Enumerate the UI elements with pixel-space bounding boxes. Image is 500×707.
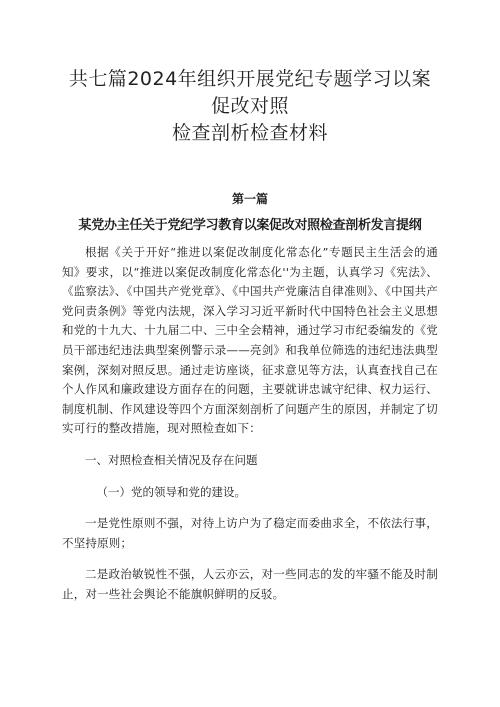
document-title-line-2: 检查剖析检查材料 bbox=[171, 122, 328, 144]
document-title bbox=[62, 66, 438, 147]
section-heading: 某党办主任关于党纪学习教育以案促改对照检查剖析发言提纲 bbox=[78, 218, 422, 233]
section-label: 第一篇 bbox=[231, 192, 268, 206]
intro-paragraph: 根据《关于开好“推进以案促改制度化常态化”专题民主生活会的通知》要求，以“推进以案促改制度化常态化''为主题，认真学习《宪法》、《监察法》、《中国共产党党章》、《中国共产党廉洁自律准则》、《中国共产党问责条例》等党内法规，深入学习习近平新时代中国特色社会主义思想和党的十九大、十九届二中、三中全会精神，通过学习市纪委编发的《党员干部违纪违法典型案例警示录——亮剑》和我单位筛选的违纪违法典型案例，深刻对照反思。通过走访座谈，征求意见等方法，认真查找自己在个人作风和廉政建设方面存在的问题，主要就讲忠诚守纪律、权力运行、制度机制、作风建设等四个方面深刻剖析了问题产生的原因，并制定了切实可行的整改措施，现对照检查如下： bbox=[62, 245, 438, 436]
paragraph-3: 二是政治敏锐性不强，人云亦云，对一些同志的发的牢骚不能及时制止，对一些社会舆论不能旗帜鲜明的反驳。 bbox=[62, 567, 438, 601]
heading-level-2: （一）党的领导和党的建设。 bbox=[96, 484, 246, 499]
heading-level-1: 一、对照检查相关情况及存在问题 bbox=[85, 452, 258, 467]
document-title-line-1: 共七篇2024年组织开展党纪专题学习以案促改对照 bbox=[68, 68, 432, 117]
paragraph-2: 一是党性原则不强，对待上访户为了稳定而委曲求全，不依法行事，不坚持原则； bbox=[62, 516, 438, 550]
